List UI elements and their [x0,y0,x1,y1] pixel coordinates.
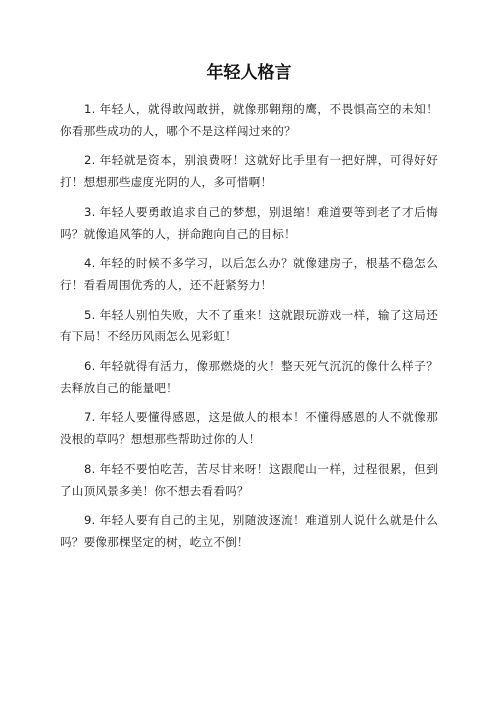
document-title: 年轻人格言 [206,63,292,83]
motto-item-5: 5. 年轻人别怕失败，大不了重来！这就跟玩游戏一样，输了这局还有下局！不经历风雨怎么见彩虹！ [60,307,438,344]
motto-item-6: 6. 年轻就得有活力，像那燃烧的火！整天死气沉沉的像什么样子？去释放自己的能量吧！ [60,359,438,395]
motto-list [60,99,438,554]
motto-item-3: 3. 年轻人要勇敢追求自己的梦想，别退缩！难道要等到老了才后悔吗？就像追风筝的人，拼命跑向自己的目标！ [60,204,438,241]
motto-item-4: 4. 年轻的时候不多学习，以后怎么办？就像建房子，根基不稳怎么行！看看周围优秀的人，还不赶紧努力！ [60,256,438,292]
motto-item-9: 9. 年轻人要有自己的主见，别随波逐流！难道别人说什么就是什么吗？要像那棵坚定的树，屹立不倒！ [60,513,438,549]
motto-item-2: 2. 年轻就是资本，别浪费呀！这就好比手里有一把好牌，可得好好打！想想那些虚度光阴的人，多可惜啊！ [60,153,438,190]
motto-item-1: 1. 年轻人，就得敢闯敢拼，就像那翱翔的鹰，不畏惧高空的未知！你看那些成功的人，哪个不是这样闯过来的？ [60,102,438,138]
motto-item-8: 8. 年轻不要怕吃苦，苦尽甘来呀！这跟爬山一样，过程很累，但到了山顶风景多美！你不想去看看吗？ [60,461,438,498]
motto-item-7: 7. 年轻人要懂得感恩，这是做人的根本！不懂得感恩的人不就像那没根的草吗？想想那些帮助过你的人！ [60,410,438,447]
